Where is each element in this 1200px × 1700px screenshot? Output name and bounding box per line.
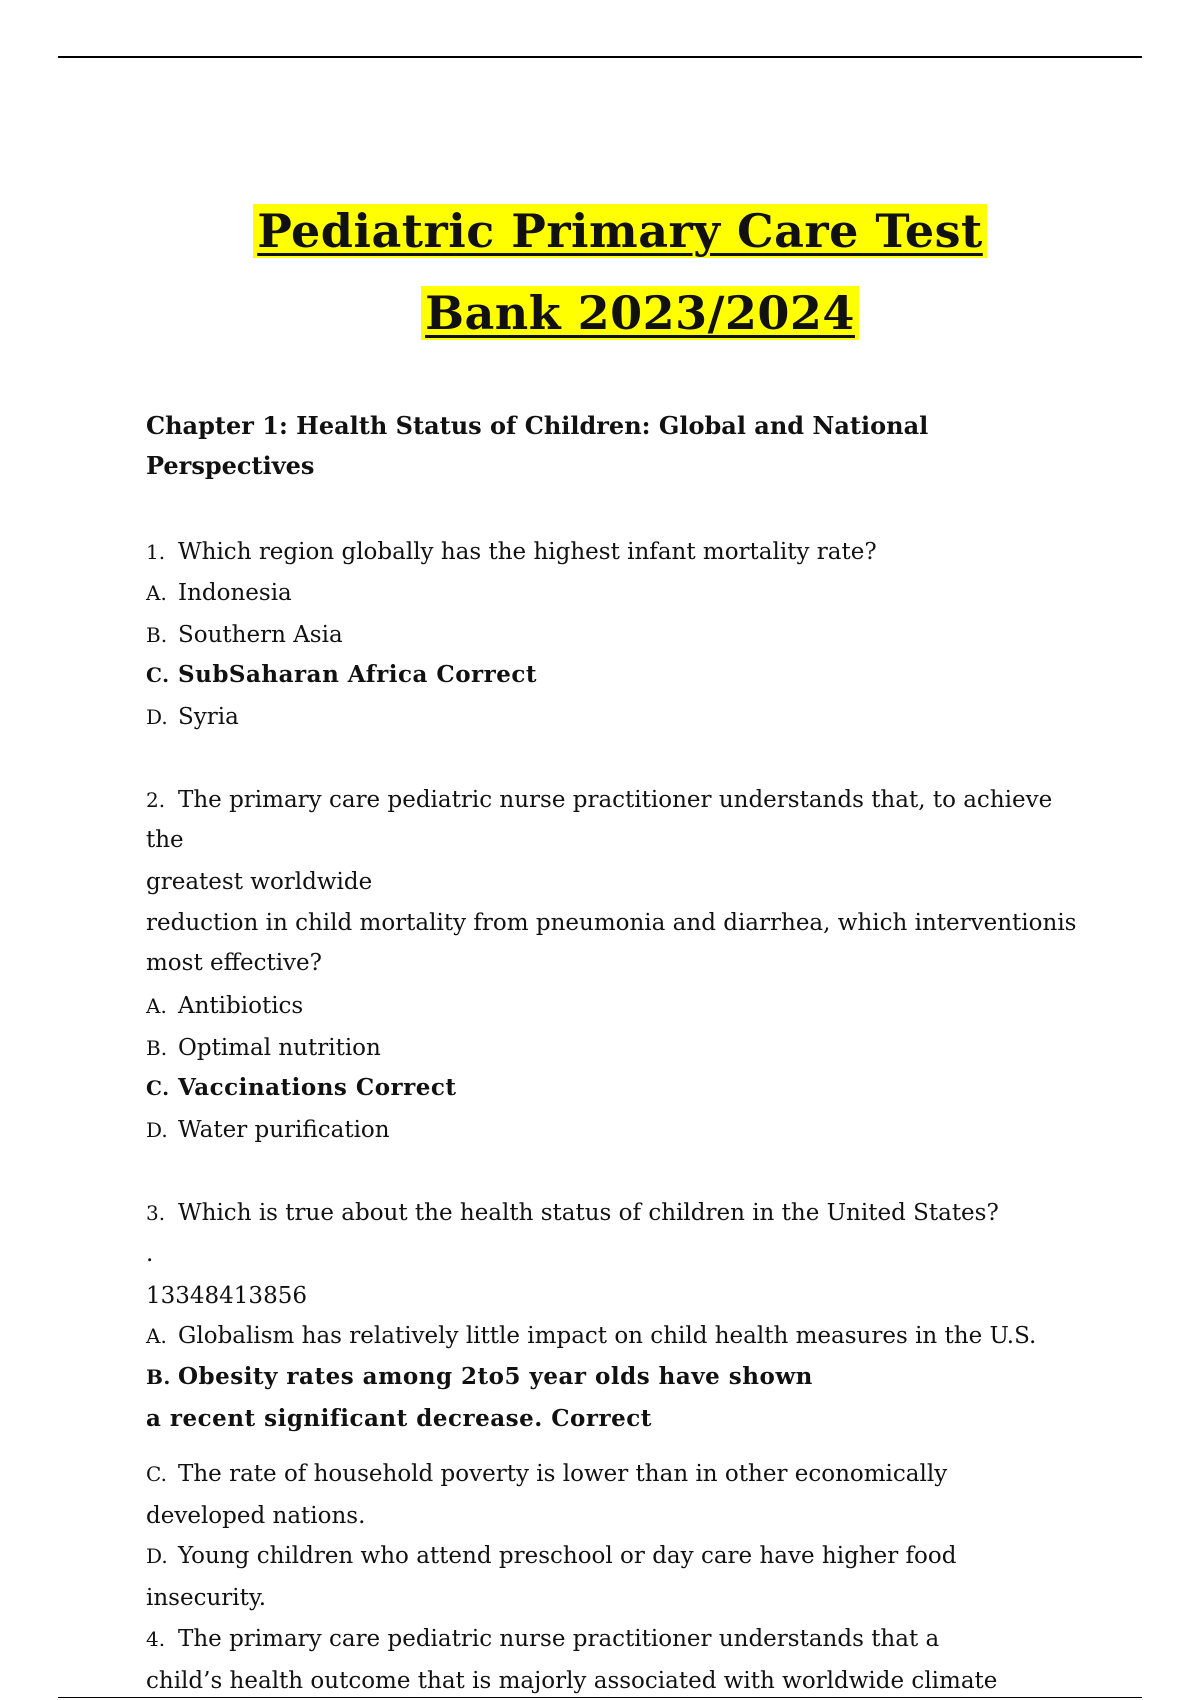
- stray-dot: .: [146, 1241, 154, 1267]
- question-text-line: The primary care pediatric nurse practitioner understands that, to achieve: [178, 787, 1053, 813]
- question-1: [146, 538, 877, 566]
- chapter-heading-line-1: Chapter 1: Health Status of Children: Global and National: [146, 411, 929, 440]
- q3-option-d-line-2: insecurity.: [146, 1585, 267, 1611]
- question-text: Which region globally has the highest infant mortality rate?: [178, 539, 877, 565]
- question-number: 2.: [146, 788, 166, 812]
- q3-option-d: D. Young children who attend preschool or day care have higher food: [146, 1543, 957, 1569]
- q2-option-d: D. Water purification: [146, 1117, 390, 1143]
- question-2: [146, 786, 1052, 814]
- top-rule: [58, 56, 1142, 58]
- q1-option-c-correct: C. SubSaharan Africa Correct: [146, 661, 538, 688]
- question-3: [146, 1199, 999, 1227]
- q3-option-b-correct: B. Obesity rates among 2to5 year olds have shown: [146, 1363, 813, 1390]
- q3-option-c: C. The rate of household poverty is lower than in other economically: [146, 1461, 948, 1487]
- q2-option-a: A. Antibiotics: [146, 993, 304, 1019]
- question-text-line: The primary care pediatric nurse practitioner understands that a: [178, 1626, 940, 1652]
- q3-option-c-line-2: developed nations.: [146, 1503, 366, 1529]
- q1-option-a: A. Indonesia: [146, 580, 292, 606]
- q3-option-b-line-2: a recent significant decrease. Correct: [146, 1405, 652, 1432]
- bottom-rule: [58, 1697, 1142, 1698]
- document-title-line-1: Pediatric Primary Care Test: [0, 204, 1200, 258]
- question-text-line: the: [146, 827, 184, 853]
- question-code: 13348413856: [146, 1283, 307, 1309]
- q1-option-d: D. Syria: [146, 704, 239, 730]
- question-number: 1.: [146, 540, 166, 564]
- question-number: 3.: [146, 1201, 166, 1225]
- question-4: [146, 1625, 939, 1653]
- question-number: 4.: [146, 1627, 166, 1651]
- question-text: Which is true about the health status of children in the United States?: [178, 1200, 999, 1226]
- question-text-line: reduction in child mortality from pneumonia and diarrhea, which interventionis: [146, 910, 1077, 936]
- q3-option-a: A. Globalism has relatively little impact on child health measures in the U.S.: [146, 1323, 1037, 1349]
- document-title-line-2: Bank 2023/2024: [0, 286, 1200, 340]
- chapter-heading-line-2: Perspectives: [146, 451, 315, 480]
- question-text-line: greatest worldwide: [146, 869, 373, 895]
- question-text-line: child’s health outcome that is majorly associated with worldwide climate: [146, 1668, 998, 1694]
- q2-option-c-correct: C. Vaccinations Correct: [146, 1074, 457, 1101]
- q1-option-b: B. Southern Asia: [146, 622, 343, 648]
- question-text-line: most effective?: [146, 950, 322, 976]
- q2-option-b: B. Optimal nutrition: [146, 1035, 381, 1061]
